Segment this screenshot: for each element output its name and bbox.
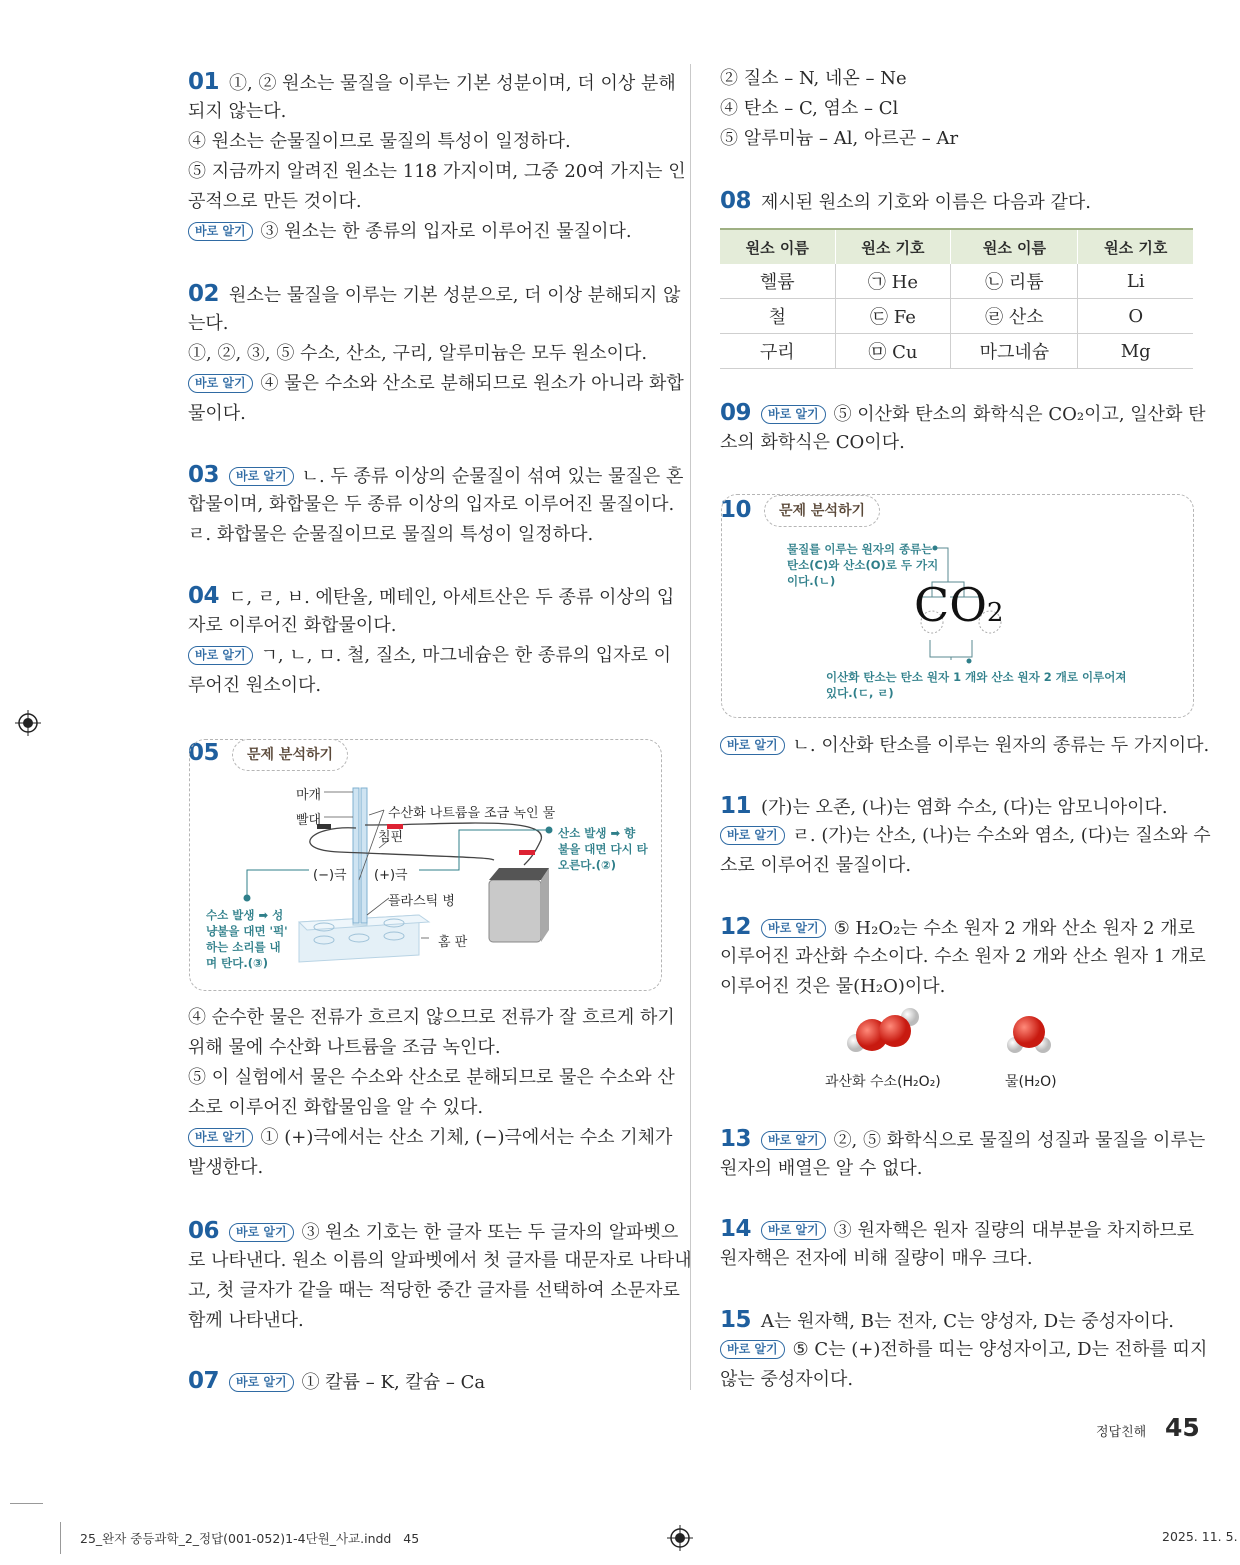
table-row bbox=[720, 299, 1193, 334]
answer-text: ㄴ. 두 종류 이상의 순물질이 섞여 있는 물질은 혼 bbox=[301, 466, 684, 487]
table-cell: ㉢ Fe bbox=[835, 299, 951, 334]
trim-mark bbox=[60, 1522, 61, 1554]
label-bottle: 플라스틱 병 bbox=[388, 894, 455, 909]
answer-line bbox=[720, 186, 1194, 216]
answer-line bbox=[188, 339, 662, 369]
question-number: 09 bbox=[720, 400, 752, 426]
answer-line bbox=[188, 671, 662, 701]
answer-line bbox=[188, 279, 681, 309]
table-cell: ㉡ 리튬 bbox=[951, 264, 1078, 299]
answer-line bbox=[188, 641, 672, 671]
answer-text: 는다. bbox=[188, 313, 229, 334]
table-cell: 헬륨 bbox=[720, 264, 835, 299]
question-number: 01 bbox=[188, 69, 220, 95]
element-table bbox=[720, 228, 1193, 369]
label-solution: 수산화 나트륨을 조금 녹인 물 bbox=[388, 806, 556, 821]
answer-text: ④ 순수한 물은 전류가 흐르지 않으므로 전류가 잘 흐르게 하기 bbox=[188, 1007, 675, 1028]
answer-text: 고, 첫 글자가 같을 때는 적당한 중간 글자를 선택하여 소문자로 bbox=[188, 1280, 680, 1301]
answer-line bbox=[720, 124, 1194, 154]
molecule-models bbox=[840, 1005, 1070, 1065]
table-cell: Mg bbox=[1078, 334, 1193, 369]
answer-line bbox=[188, 1123, 673, 1153]
answer-text: ⑤ C는 (+)전하를 띠는 양성자이고, D는 전하를 띠지 bbox=[792, 1339, 1208, 1360]
answer-text: ㄹ. 화합물은 순물질이므로 물질의 특성이 일정하다. bbox=[188, 524, 594, 545]
answer-q09 bbox=[720, 398, 1206, 458]
answer-line bbox=[188, 1063, 675, 1093]
h2o2-label: 과산화 수소(H₂O₂) bbox=[825, 1074, 941, 1090]
answer-text: 원자핵은 전자에 비해 질량이 매우 크다. bbox=[720, 1248, 1033, 1269]
correction-badge: 바로 알기 bbox=[761, 1131, 826, 1150]
label-cap: 마개 bbox=[296, 788, 322, 803]
answer-line bbox=[720, 1214, 1194, 1244]
trim-mark bbox=[10, 1503, 43, 1504]
answer-line bbox=[188, 460, 684, 490]
q10-number: 10 bbox=[720, 497, 752, 523]
answer-text: 소의 화학식은 CO이다. bbox=[720, 432, 905, 453]
table-row bbox=[720, 334, 1193, 369]
correction-badge: 바로 알기 bbox=[229, 467, 294, 486]
answer-line bbox=[188, 1033, 662, 1063]
correction-badge: 바로 알기 bbox=[761, 1221, 826, 1240]
answer-line bbox=[720, 972, 1194, 1002]
answer-q06 bbox=[188, 1216, 692, 1336]
table-cell: 구리 bbox=[720, 334, 835, 369]
answer-q08 bbox=[720, 186, 1194, 216]
answer-text: 이루어진 것은 물(H₂O)이다. bbox=[720, 976, 946, 997]
answer-line bbox=[188, 1216, 679, 1246]
answer-q13 bbox=[720, 1124, 1206, 1184]
answer-line bbox=[188, 67, 676, 97]
answer-text: 이루어진 과산화 수소이다. 수소 원자 2 개와 산소 원자 1 개로 bbox=[720, 946, 1206, 967]
correction-badge: 바로 알기 bbox=[188, 222, 253, 241]
table-row bbox=[720, 264, 1193, 299]
answer-line bbox=[720, 1244, 1194, 1274]
answer-q15 bbox=[720, 1305, 1208, 1395]
answer-text: A는 원자핵, B는 전자, C는 양성자, D는 중성자이다. bbox=[761, 1311, 1174, 1332]
correction-badge: 바로 알기 bbox=[761, 405, 826, 424]
answer-text: 소로 이루어진 화합물임을 알 수 있다. bbox=[188, 1097, 484, 1118]
answer-line bbox=[188, 1276, 680, 1306]
answer-line bbox=[720, 1124, 1206, 1154]
question-number: 14 bbox=[720, 1216, 752, 1242]
answer-text: ㄴ. 이산화 탄소를 이루는 원자의 종류는 두 가지이다. bbox=[792, 735, 1210, 756]
answer-text: ④ 원소는 순물질이므로 물질의 특성이 일정하다. bbox=[188, 131, 571, 152]
answer-text: ㄱ, ㄴ, ㅁ. 철, 질소, 마그네슘은 한 종류의 입자로 이 bbox=[260, 645, 672, 666]
file-name: 25_완자 중등과학_2_정답(001-052)1-4단원_사교.indd 45 bbox=[80, 1531, 420, 1546]
correction-badge: 바로 알기 bbox=[720, 736, 785, 755]
answer-line bbox=[720, 942, 1206, 972]
label-plate: 홈 판 bbox=[438, 935, 468, 950]
answer-q02 bbox=[188, 279, 684, 429]
answer-text: ㄹ. (가)는 산소, (나)는 수소와 염소, (다)는 질소와 수 bbox=[792, 825, 1211, 846]
answer-line bbox=[188, 157, 686, 187]
question-number: 02 bbox=[188, 281, 220, 307]
answer-q05 bbox=[188, 1003, 675, 1183]
answer-line bbox=[720, 821, 1211, 851]
answer-text: ③ 원자핵은 원자 질량의 대부분을 차지하므로 bbox=[833, 1220, 1194, 1241]
answer-text: 공적으로 만든 것이다. bbox=[188, 191, 362, 212]
answer-q01 bbox=[188, 67, 686, 247]
correction-badge: 바로 알기 bbox=[229, 1223, 294, 1242]
question-number: 06 bbox=[188, 1218, 220, 1244]
answer-line bbox=[188, 1093, 662, 1123]
answer-text: ② 질소 – N, 네온 – Ne bbox=[720, 68, 907, 89]
header-cell: 원소 이름 bbox=[951, 229, 1078, 264]
answer-line bbox=[720, 731, 1210, 761]
q10-analysis-tag: 문제 분석하기 bbox=[764, 495, 880, 527]
answer-line bbox=[720, 851, 1194, 881]
question-number: 04 bbox=[188, 583, 220, 609]
answer-text: ⑤ 이 실험에서 물은 수소와 산소로 분해되므로 물은 수소와 산 bbox=[188, 1067, 675, 1088]
answer-text: ⑤ 알루미늄 – Al, 아르곤 – Ar bbox=[720, 128, 959, 149]
answer-text: 로 나타낸다. 원소 이름의 알파벳에서 첫 글자를 대문자로 나타내 bbox=[188, 1250, 692, 1271]
label-positive-pole: (+)극 bbox=[374, 868, 408, 883]
table-cell: Li bbox=[1078, 264, 1193, 299]
answer-q04 bbox=[188, 581, 675, 701]
question-number: 12 bbox=[720, 914, 752, 940]
registration-mark-icon bbox=[667, 1525, 693, 1551]
answer-line bbox=[188, 217, 662, 247]
answer-q11 bbox=[720, 791, 1211, 881]
answer-line bbox=[188, 581, 675, 611]
answer-line bbox=[188, 97, 662, 127]
answer-text: 물이다. bbox=[188, 403, 246, 424]
answer-text: (가)는 오존, (나)는 염화 수소, (다)는 암모니아이다. bbox=[761, 797, 1168, 818]
answer-q12 bbox=[720, 912, 1206, 1002]
answer-line bbox=[188, 611, 662, 641]
battery-icon bbox=[489, 868, 549, 942]
correction-badge: 바로 알기 bbox=[720, 826, 785, 845]
h2o-model-icon bbox=[1007, 1016, 1051, 1053]
question-number: 11 bbox=[720, 793, 752, 819]
answer-text: 위해 물에 수산화 나트륨을 조금 녹인다. bbox=[188, 1037, 501, 1058]
answer-line bbox=[720, 398, 1206, 428]
table-cell: ㉣ 산소 bbox=[951, 299, 1078, 334]
answer-text: ⑤ H₂O₂는 수소 원자 2 개와 산소 원자 2 개로 bbox=[833, 918, 1196, 939]
correction-badge: 바로 알기 bbox=[229, 1373, 294, 1392]
note-atom-kinds: 물질를 이루는 원자의 종류는 탄소(C)와 산소(O)로 두 가지 이다.(ㄴ) bbox=[787, 542, 939, 588]
print-date: 2025. 11. 5. bbox=[1162, 1529, 1238, 1544]
q05-number: 05 bbox=[188, 740, 220, 766]
answer-text: ②, ⑤ 화학식으로 물질의 성질과 물질을 이루는 bbox=[833, 1130, 1206, 1151]
note-hydrogen: 수소 발생 ➡ 성 냥불을 대면 '퍽' 하는 소리를 내 며 탄다.(③) bbox=[206, 908, 288, 970]
answer-line bbox=[188, 399, 662, 429]
answer-q03 bbox=[188, 460, 684, 550]
table-cell: O bbox=[1078, 299, 1193, 334]
answer-line bbox=[188, 520, 662, 550]
book-name: 정답친해 bbox=[1096, 1425, 1147, 1440]
header-cell: 원소 이름 bbox=[720, 229, 835, 264]
answer-line bbox=[720, 791, 1194, 821]
h2o-label: 물(H₂O) bbox=[1005, 1074, 1057, 1090]
answer-line bbox=[720, 64, 1194, 94]
answer-line bbox=[188, 127, 662, 157]
label-pin: 침핀 bbox=[378, 830, 404, 845]
table-cell: ㉠ He bbox=[835, 264, 951, 299]
answer-line bbox=[188, 1153, 662, 1183]
answer-text: ④ 물은 수소와 산소로 분해되므로 원소가 아니라 화합 bbox=[260, 373, 684, 394]
answer-text: 합물이며, 화합물은 두 종류 이상의 입자로 이루어진 물질이다. bbox=[188, 494, 675, 515]
table-cell: 마그네슘 bbox=[951, 334, 1078, 369]
note-atom-count: 이산화 탄소는 탄소 원자 1 개와 산소 원자 2 개로 이루어져 있다.(ㄷ, ㄹ) bbox=[826, 670, 1127, 700]
answer-q10b bbox=[720, 731, 1210, 761]
answer-text: ㄷ, ㄹ, ㅂ. 에탄올, 메테인, 아세트산은 두 종류 이상의 입 bbox=[229, 587, 675, 608]
page-number: 45 bbox=[1165, 1413, 1200, 1442]
answer-text: ①, ②, ③, ⑤ 수소, 산소, 구리, 알루미늄은 모두 원소이다. bbox=[188, 343, 648, 364]
co2-formula: CO2 bbox=[914, 578, 1004, 632]
registration-mark-icon bbox=[15, 710, 41, 736]
answer-text: 않는 중성자이다. bbox=[720, 1369, 854, 1390]
answer-line bbox=[720, 1335, 1208, 1365]
answer-text: ⑤ 이산화 탄소의 화학식은 CO₂이고, 일산화 탄 bbox=[833, 404, 1206, 425]
question-number: 08 bbox=[720, 188, 752, 214]
table-cell: 철 bbox=[720, 299, 835, 334]
correction-badge: 바로 알기 bbox=[188, 646, 253, 665]
answer-text: 자로 이루어진 화합물이다. bbox=[188, 615, 397, 636]
answer-line bbox=[188, 490, 675, 520]
answer-line bbox=[188, 369, 684, 399]
question-number: 13 bbox=[720, 1126, 752, 1152]
answer-text: 발생한다. bbox=[188, 1157, 264, 1178]
note-oxygen: 산소 발생 ➡ 향 불을 대면 다시 타 오른다.(②) bbox=[558, 826, 648, 872]
answer-text: ① 칼륨 – K, 칼슘 – Ca bbox=[301, 1372, 486, 1393]
answer-text: ①, ② 원소는 물질을 이루는 기본 성분이며, 더 이상 분해 bbox=[229, 73, 676, 94]
answer-line bbox=[188, 1306, 662, 1336]
correction-badge: 바로 알기 bbox=[720, 1340, 785, 1359]
correction-badge: 바로 알기 bbox=[188, 1128, 253, 1147]
answer-text: ① (+)극에서는 산소 기체, (−)극에서는 수소 기체가 bbox=[260, 1127, 673, 1148]
correction-badge: 바로 알기 bbox=[761, 919, 826, 938]
answer-text: ④ 탄소 – C, 염소 – Cl bbox=[720, 98, 899, 119]
answer-line bbox=[720, 428, 1194, 458]
label-straw: 빨대 bbox=[296, 813, 322, 828]
answer-line bbox=[720, 94, 1194, 124]
answer-line bbox=[188, 187, 662, 217]
answer-q07 bbox=[188, 1366, 662, 1396]
question-number: 15 bbox=[720, 1307, 752, 1333]
header-cell: 원소 기호 bbox=[1078, 229, 1193, 264]
answer-line bbox=[188, 309, 662, 339]
column-divider bbox=[690, 64, 691, 1390]
answer-text: 소로 이루어진 물질이다. bbox=[720, 855, 912, 876]
table-cell: ㉤ Cu bbox=[835, 334, 951, 369]
answer-line bbox=[720, 1365, 1194, 1395]
header-cell: 원소 기호 bbox=[835, 229, 951, 264]
answer-text: ③ 원소는 한 종류의 입자로 이루어진 물질이다. bbox=[260, 221, 632, 242]
answer-text: 루어진 원소이다. bbox=[188, 675, 322, 696]
answer-line bbox=[720, 1154, 1194, 1184]
answer-line bbox=[720, 912, 1194, 942]
answer-text: 원소는 물질을 이루는 기본 성분으로, 더 이상 분해되지 않 bbox=[229, 285, 681, 306]
answer-line bbox=[720, 1305, 1194, 1335]
answer-line bbox=[188, 1366, 662, 1396]
correction-badge: 바로 알기 bbox=[188, 374, 253, 393]
question-number: 03 bbox=[188, 462, 220, 488]
answer-text: 함께 나타낸다. bbox=[188, 1310, 304, 1331]
answer-text: 제시된 원소의 기호와 이름은 다음과 같다. bbox=[761, 192, 1091, 213]
label-negative-pole: (−)극 bbox=[313, 868, 347, 883]
answer-line bbox=[188, 1003, 675, 1033]
answer-text: ⑤ 지금까지 알려진 원소는 118 가지이며, 그중 20여 가지는 인 bbox=[188, 161, 686, 182]
h2o2-model-icon bbox=[847, 1008, 919, 1052]
straws bbox=[353, 788, 367, 925]
q05-analysis-tag: 문제 분석하기 bbox=[232, 739, 348, 771]
answer-q07b bbox=[720, 64, 1194, 154]
answer-q14 bbox=[720, 1214, 1194, 1274]
question-number: 07 bbox=[188, 1368, 220, 1394]
answer-text: 원자의 배열은 알 수 없다. bbox=[720, 1158, 923, 1179]
answer-text: ③ 원소 기호는 한 글자 또는 두 글자의 알파벳으 bbox=[301, 1222, 679, 1243]
answer-line bbox=[188, 1246, 692, 1276]
answer-text: 되지 않는다. bbox=[188, 101, 287, 122]
